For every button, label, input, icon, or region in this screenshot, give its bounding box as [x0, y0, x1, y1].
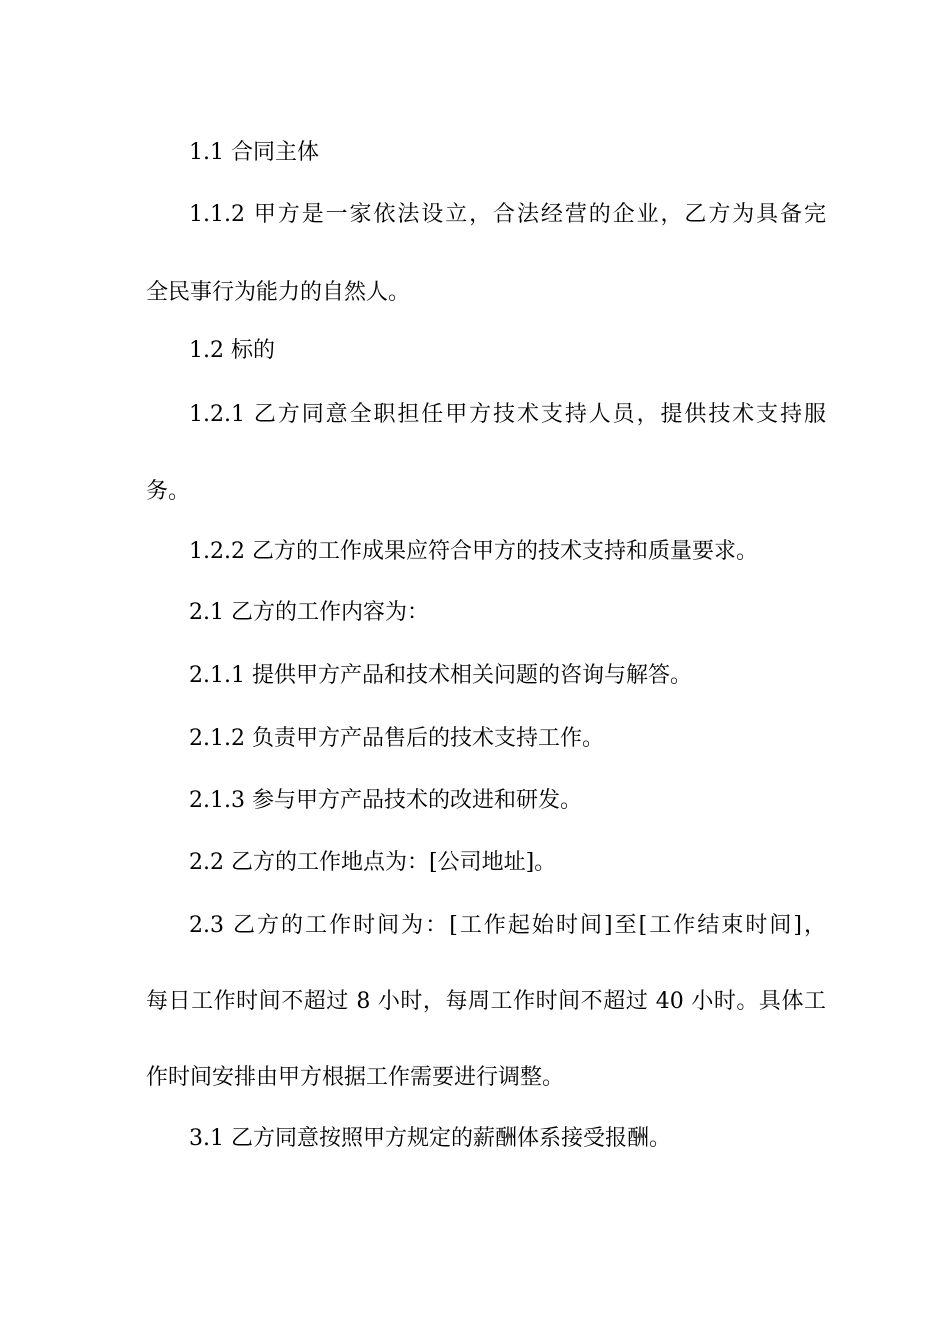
clause-2-2: 2.2 乙方的工作地点为：[公司地址]。 — [189, 850, 557, 875]
clause-1-2-2: 1.2.2 乙方的工作成果应符合甲方的技术支持和质量要求。 — [189, 539, 758, 564]
clause-1-1-2-line-2: 全民事行为能力的自然人。 — [146, 280, 411, 305]
clause-1-1-2-line-1: 1.1.2 甲方是一家依法设立，合法经营的企业，乙方为具备完 — [189, 202, 826, 227]
section-heading-2-1: 2.1 乙方的工作内容为： — [189, 600, 429, 625]
clause-1-2-1-line-1: 1.2.1 乙方同意全职担任甲方技术支持人员，提供技术支持服 — [189, 402, 826, 427]
clause-2-1-2: 2.1.2 负责甲方产品售后的技术支持工作。 — [189, 726, 604, 751]
clause-2-3-line-2: 每日工作时间不超过 8 小时，每周工作时间不超过 40 小时。具体工 — [146, 989, 826, 1014]
clause-2-1-1: 2.1.1 提供甲方产品和技术相关问题的咨询与解答。 — [189, 663, 692, 688]
clause-2-3-line-1: 2.3 乙方的工作时间为：[工作起始时间]至[工作结束时间]， — [189, 913, 826, 938]
clause-2-1-3: 2.1.3 参与甲方产品技术的改进和研发。 — [189, 788, 582, 813]
section-heading-1-1: 1.1 合同主体 — [189, 140, 319, 165]
clause-1-2-1-line-2: 务。 — [146, 479, 191, 504]
section-heading-1-2: 1.2 标的 — [189, 338, 275, 363]
clause-2-3-line-3: 作时间安排由甲方根据工作需要进行调整。 — [146, 1065, 565, 1090]
clause-3-1: 3.1 乙方同意按照甲方规定的薪酬体系接受报酬。 — [189, 1126, 671, 1151]
